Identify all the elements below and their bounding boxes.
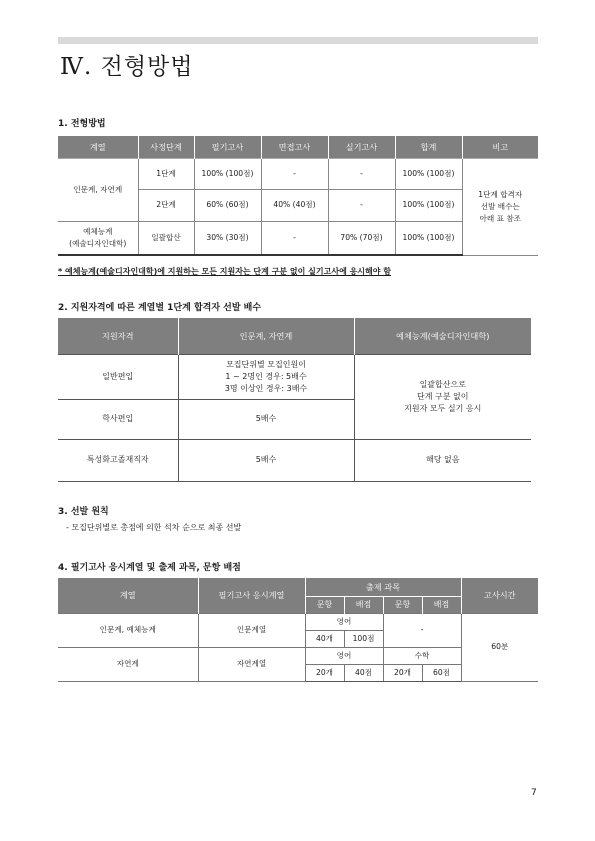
subject-english: 영어 bbox=[305, 647, 383, 664]
track-humanities-arts: 인문계, 예체능계 bbox=[58, 613, 198, 647]
exam-track-science: 자연계열 bbox=[198, 647, 305, 681]
exam-track-humanities: 인문계열 bbox=[198, 613, 305, 647]
ratio-vocational: 5배수 bbox=[178, 439, 354, 481]
written-cell: 30% (30점) bbox=[194, 221, 261, 255]
no-second-subject: - bbox=[383, 613, 461, 647]
header-remark: 비고 bbox=[462, 136, 538, 158]
item-count: 40개 bbox=[305, 630, 344, 647]
stage-cell: 2단계 bbox=[138, 189, 194, 221]
header-score: 배점 bbox=[344, 596, 383, 613]
page-number: 7 bbox=[531, 788, 537, 798]
header-humanities-science: 인문계, 자연계 bbox=[178, 318, 354, 354]
total-cell: 100% (100점) bbox=[395, 158, 462, 189]
track-science: 자연계 bbox=[58, 647, 198, 681]
interview-cell: - bbox=[261, 221, 328, 255]
header-item-count: 문항 bbox=[383, 596, 422, 613]
selection-method-table bbox=[58, 136, 538, 256]
interview-cell: - bbox=[261, 158, 328, 189]
ratio-bachelor: 5배수 bbox=[178, 399, 354, 439]
section-2-title: 2. 지원자격에 따른 계열별 1단계 합격자 선발 배수 bbox=[58, 303, 262, 313]
header-qualification: 지원자격 bbox=[58, 318, 178, 354]
item-count: 20개 bbox=[383, 664, 422, 681]
header-exam-time: 고사시간 bbox=[461, 578, 538, 613]
subject-english: 영어 bbox=[305, 613, 383, 630]
item-count: 20개 bbox=[305, 664, 344, 681]
header-written: 필기고사 bbox=[194, 136, 261, 158]
qualification-general: 일반편입 bbox=[58, 354, 178, 399]
header-practical: 실기고사 bbox=[328, 136, 395, 158]
arts-vocational: 해당 없음 bbox=[354, 439, 531, 481]
selection-principle: - 모집단위별로 총점에 의한 석차 순으로 최종 선발 bbox=[66, 523, 242, 532]
header-item-count: 문항 bbox=[305, 596, 344, 613]
section-3-title: 3. 선발 원칙 bbox=[58, 507, 109, 517]
header-track: 계열 bbox=[58, 136, 138, 158]
ratio-general: 모집단위별 모집인원이 1 ~ 2명인 경우: 5배수 3명 이상인 경우: 3배수 bbox=[178, 354, 354, 399]
practical-cell: 70% (70점) bbox=[328, 221, 395, 255]
remark-cell: 1단계 합격자 선발 배수는 아래 표 참조 bbox=[462, 158, 538, 255]
score: 60점 bbox=[422, 664, 461, 681]
header-total: 합계 bbox=[395, 136, 462, 158]
header-score: 배점 bbox=[422, 596, 461, 613]
score: 100점 bbox=[344, 630, 383, 647]
practical-cell: - bbox=[328, 189, 395, 221]
stage-cell: 1단계 bbox=[138, 158, 194, 189]
interview-cell: 40% (40점) bbox=[261, 189, 328, 221]
written-cell: 60% (60점) bbox=[194, 189, 261, 221]
total-cell: 100% (100점) bbox=[395, 221, 462, 255]
section-1-title: 1. 전형방법 bbox=[58, 119, 106, 129]
practical-cell: - bbox=[328, 158, 395, 189]
header-stage: 사정단계 bbox=[138, 136, 194, 158]
arts-practical-note: * 예체능계(예술디자인대학)에 지원하는 모든 지원자는 단계 구분 없이 실기고사에 응시해야 함 bbox=[58, 267, 392, 276]
top-rule bbox=[58, 37, 538, 44]
arts-ratio-note: 일괄합산으로 단계 구분 없이 지원자 모두 실기 응시 bbox=[354, 354, 531, 439]
track-arts: 예체능계 (예술디자인대학) bbox=[58, 221, 138, 255]
written-cell: 100% (100점) bbox=[194, 158, 261, 189]
header-exam-track: 필기고사 응시계열 bbox=[198, 578, 305, 613]
stage-cell: 일괄합산 bbox=[138, 221, 194, 255]
section-4-title: 4. 필기고사 응시계열 및 출제 과목, 문항 배점 bbox=[58, 563, 241, 573]
header-subjects: 출제 과목 bbox=[305, 578, 461, 596]
total-cell: 100% (100점) bbox=[395, 189, 462, 221]
chapter-title: Ⅳ. 전형방법 bbox=[60, 54, 194, 80]
header-arts: 예체능계(예술디자인대학) bbox=[354, 318, 531, 354]
written-exam-table bbox=[58, 578, 538, 682]
track-humanities-science: 인문계, 자연계 bbox=[58, 158, 138, 221]
header-track: 계열 bbox=[58, 578, 198, 613]
header-interview: 면접고사 bbox=[261, 136, 328, 158]
exam-time: 60분 bbox=[461, 613, 538, 681]
selection-ratio-table bbox=[58, 318, 531, 482]
qualification-vocational: 특성화고졸재직자 bbox=[58, 439, 178, 481]
qualification-bachelor: 학사편입 bbox=[58, 399, 178, 439]
subject-math: 수학 bbox=[383, 647, 461, 664]
score: 40점 bbox=[344, 664, 383, 681]
